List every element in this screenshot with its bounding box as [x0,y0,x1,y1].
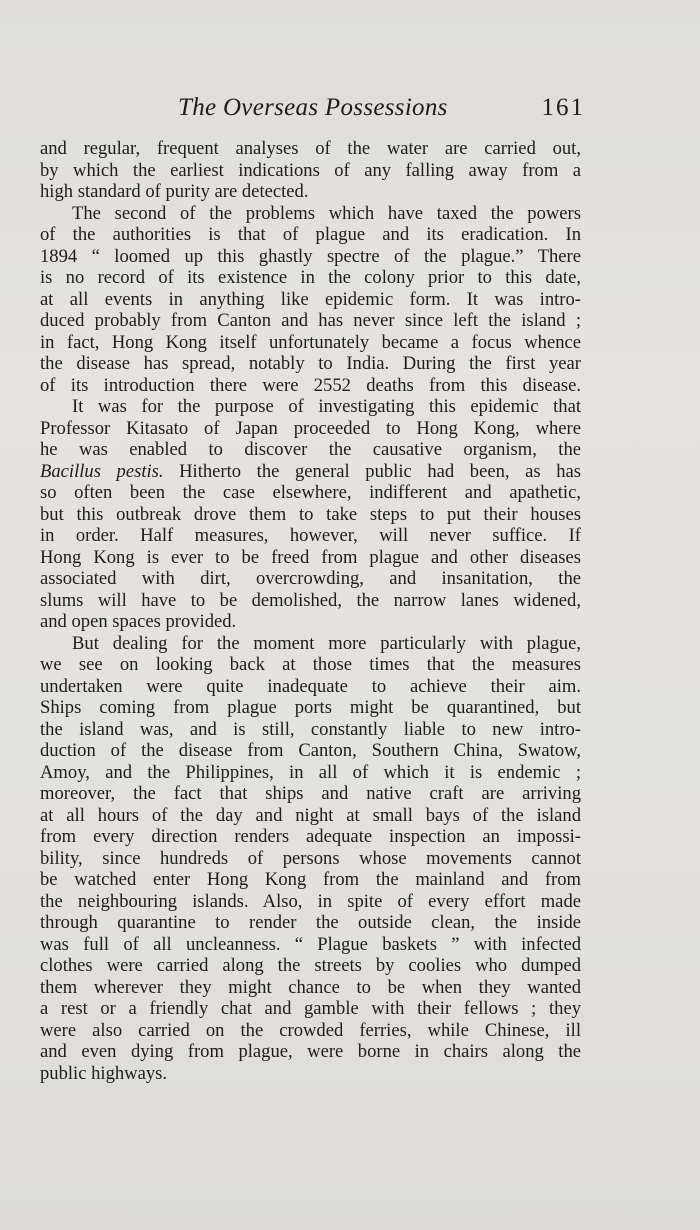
italic-term: Bacillus pestis. [40,460,164,482]
text-line: duced probably from Canton and has never since left the island ; [40,310,581,331]
text-line: we see on looking back at those times that the measures [40,654,581,675]
text-line: be watched enter Hong Kong from the mainland and from [40,869,581,890]
text-line: Hong Kong is ever to be freed from plague and other diseases [40,546,581,568]
text-line: of its introduction there were 2552 deaths from this disease. [40,374,581,396]
text-line: and open spaces provided. [40,611,237,632]
text-line: of the authorities is that of plague and its eradication. In [40,224,581,245]
text-line: 1894 “ loomed up this ghastly spectre of the plague.” There [40,245,581,267]
text-line: and regular, frequent analyses of the water are carried out, [40,138,581,159]
text-line: and even dying from plague, were borne in chairs along the [40,1041,581,1062]
text-line: slums will have to be demolished, the narrow lanes widened, [40,589,581,611]
text-line: Amoy, and the Philippines, in all of which it is endemic ; [40,761,581,783]
text-line: The second of the problems which have taxed the powers [72,202,581,224]
text-line: by which the earliest indications of any falling away from a [40,159,581,181]
running-head [40,94,585,128]
text-line: associated with dirt, overcrowding, and insanitation, the [40,568,581,589]
text-line: duction of the disease from Canton, Southern China, Swatow, [40,740,581,761]
text-line: them wherever they might chance to be when they wanted [40,976,581,998]
text-line: so often been the case elsewhere, indifferent and apathetic, [40,482,581,503]
text-line: the disease has spread, notably to India. During the first year [40,353,581,374]
text-line: Ships coming from plague ports might be quarantined, but [40,697,581,718]
text-line: undertaken were quite inadequate to achieve their aim. [40,675,581,697]
text-line: were also carried on the crowded ferries, while Chinese, ill [40,1019,581,1041]
text-line: is no record of its existence in the colony prior to this date, [40,267,581,288]
text-line: in fact, Hong Kong itself unfortunately became a focus whence [40,331,581,353]
page-number: 161 [541,94,585,121]
text-line: bility, since hundreds of persons whose movements cannot [40,847,581,869]
text-line: It was for the purpose of investigating this epidemic that [72,396,581,417]
body-text [40,138,581,1084]
text-line: he was enabled to discover the causative organism, the [40,439,581,460]
text-line: moreover, the fact that ships and native craft are arriving [40,783,581,804]
text-line: clothes were carried along the streets by coolies who dumped [40,955,581,976]
text-line: public highways. [40,1062,168,1084]
text-line: high standard of purity are detected. [40,181,309,202]
text-line: through quarantine to render the outside clean, the inside [40,912,581,933]
text-line: the neighbouring islands. Also, in spite of every effort made [40,890,581,912]
text-line: was full of all uncleanness. “ Plague baskets ” with infected [40,933,581,955]
text-line: from every direction renders adequate inspection an impossi- [40,826,581,847]
text-line: But dealing for the moment more particularly with plague, [72,632,581,654]
text-line: at all hours of the day and night at small bays of the island [40,804,581,826]
text-line: Professor Kitasato of Japan proceeded to Hong Kong, where [40,417,581,439]
text-line-italic-term: Bacillus pestis. Hitherto the general public had been, as has [40,460,581,482]
text-line: in order. Half measures, however, will never suffice. If [40,525,581,546]
text-line: but this outbreak drove them to take steps to put their houses [40,503,581,525]
text-line: at all events in anything like epidemic form. It was intro- [40,288,581,310]
text-line: a rest or a friendly chat and gamble with their fellows ; they [40,998,581,1019]
running-title: The Overseas Possessions [178,94,448,121]
text-line: the island was, and is still, constantly liable to new intro- [40,718,581,740]
